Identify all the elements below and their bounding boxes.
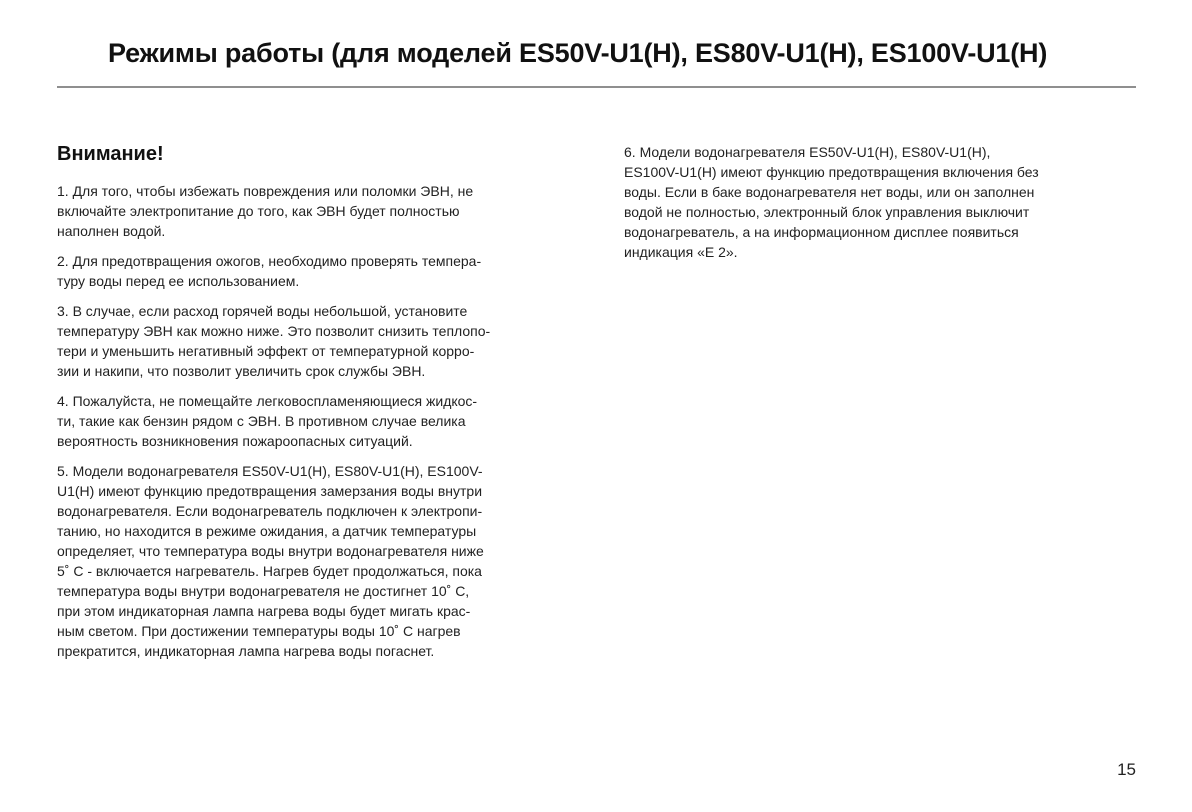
paragraph-5: 5. Модели водонагревателя ES50V-U1(H), ES80V-U1(H), ES100V- U1(H) имеют функцию предотвращения замерзания воды внутри водонагревателя. Если водонагреватель подключен к электропи- танию, но находится в режиме ожидания, а датчик температуры определяет, что температура воды внутри водонагревателя ниже 5˚ С - включается нагреватель. Нагрев будет продолжаться, пока температура воды внутри водонагревателя не достигнет 10˚ С, при этом индикаторная лампа нагрева воды будет мигать крас- ным светом. При достижении температуры воды 10˚ С нагрев прекратится, индикаторная лампа нагрева воды погаснет.	[57, 463, 484, 659]
right-column	[624, 142, 1136, 272]
left-column	[57, 142, 565, 671]
title-divider	[57, 86, 1136, 88]
paragraph-1: 1. Для того, чтобы избежать повреждения или поломки ЭВН, не включайте электропитание до того, как ЭВН будет полностью наполнен водой.	[57, 183, 474, 239]
warning-heading: Внимание!	[57, 143, 164, 165]
page-title: Режимы работы (для моделей ES50V-U1(H), ES80V-U1(H), ES100V-U1(H)	[108, 38, 1048, 68]
paragraph-3: 3. В случае, если расход горячей воды небольшой, установите температуру ЭВН как можно ниже. Это позволит снизить теплопо- тери и уменьшить негативный эффект от температурной корро- зии и накипи, что позволит увеличить срок службы ЭВН.	[57, 303, 491, 379]
page-number: 15	[1117, 760, 1136, 779]
paragraph-4: 4. Пожалуйста, не помещайте легковоспламеняющиеся жидкос- ти, такие как бензин рядом с ЭВН. В противном случае велика вероятность возникновения пожароопасных ситуаций.	[57, 393, 478, 449]
paragraph-2: 2. Для предотвращения ожогов, необходимо проверять темпера- туру воды перед ее использованием.	[57, 253, 482, 289]
paragraph-6: 6. Модели водонагревателя ES50V-U1(H), ES80V-U1(H), ES100V-U1(H) имеют функцию предотвращения включения без воды. Если в баке водонагревателя нет воды, или он заполнен водой не полностью, электронный блок управления выключит водонагреватель, а на информационном дисплее появиться индикация «Е 2».	[624, 144, 1039, 260]
